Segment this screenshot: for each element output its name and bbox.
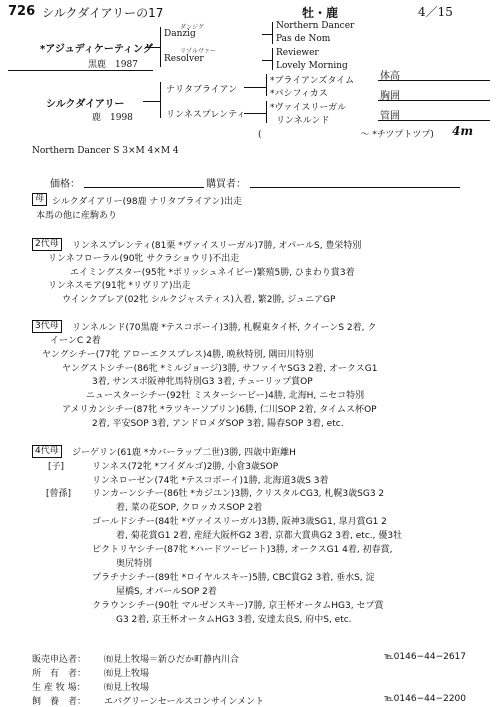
fourth-dam-line-6: ゴールドシチー(84牡 *ヴァイスリーガル)3勝, 阪神3歳SG1, 皐月賞G1 2	[92, 517, 387, 527]
sd-dam: Lovely Morning	[276, 61, 348, 71]
third-dam-line-5: 3着, サンスポ阪神牝馬特別G3 3着, チューリップ賞OP	[92, 377, 313, 387]
applicant-phone: ℡0146−44−2617	[384, 652, 467, 662]
fourth-dam-great-grandchildren-tag: [曾孫]	[46, 489, 72, 499]
price-label: 価格：	[50, 179, 80, 190]
third-dam-line-3: ヤングシチー(77牝 アローエクスプレス)4勝, 晩秋特別, 隅田川特別	[42, 350, 314, 360]
third-dam-label: 3代母	[32, 320, 62, 333]
dam-line-1: シルクダイアリー(98鹿 ナリタブライアン)出走	[52, 197, 243, 207]
keeper-label: 飼 養 者：	[32, 697, 87, 707]
ss-dam: Pas de Nom	[276, 34, 331, 44]
second-dam-line-5: ウインクブレア(02牝 シルクジャスティス)入着, 繁2勝, ジュニアGP	[62, 295, 336, 305]
third-dam-line-2: イーンC 2着	[50, 336, 101, 346]
fourth-dam-line-3: リンネローゼン(74牝 *テスコボーイ)1勝, 北海道3歳S 3着	[92, 476, 329, 486]
breeder-label: 生 産 牧 場：	[32, 683, 86, 693]
fourth-dam-line-12: クラウンシチー(90牡 マルゼンスキー)7勝, 京王杯オータムHG3, セプ賞	[92, 601, 384, 611]
fourth-dam-line-10: プラチナシチー(89牡 *ロイヤルスキー)5勝, CBC賞G2 3着, 垂水S, 淀	[92, 573, 375, 583]
lot-number: 726	[8, 4, 36, 19]
sire-name: *アジュディケーティング	[40, 44, 153, 55]
horse-sex: 牡・鹿	[302, 6, 339, 20]
sire-sire-ruby: ダンジグ	[180, 24, 204, 31]
inbreeding-text: Northern Dancer S 3×M 4×M 4	[32, 146, 179, 156]
cannon-label: 管囲	[380, 111, 400, 122]
buyer-label: 購買者：	[206, 179, 246, 190]
birth-date: 4／15	[418, 5, 453, 19]
dam-label: 母	[32, 193, 47, 206]
dd-dam: リンネルンド	[276, 116, 330, 126]
second-dam-line-2: リンネフローラル(90牝 サクラショウリ)不出走	[48, 254, 240, 264]
ds-sire: *ブライアンズタイム	[270, 76, 355, 86]
pedigree-note: ( 〜 *チツプトツプ)	[258, 130, 434, 140]
fourth-dam-label: 4代母	[32, 445, 62, 458]
third-dam-line-7: アメリカンシチー(87牝 *ラツキーソブリン)6勝, 仁川SOP 2着, タイムス杯OP	[62, 405, 377, 415]
owner-value: ㈲見上牧場	[104, 669, 150, 679]
family-number: 4m	[452, 124, 474, 138]
second-dam-line-3: エイミングスター(95牝 *ポリッシュネイビー)繁殖5勝, ひまわり賞3着	[70, 268, 355, 278]
dd-sire: *ヴァイスリーガル	[270, 103, 347, 113]
breeder-value: ㈲見上牧場	[104, 683, 150, 693]
sd-sire: Reviewer	[276, 48, 319, 58]
owner-label: 所 有 者：	[32, 669, 87, 679]
third-dam-line-1: リンネルンド(70黒鹿 *テスコボーイ)3勝, 札幌東タイ杯, クイーンS 2着, ク	[72, 323, 377, 333]
sire-info: 黒鹿 1987	[88, 60, 138, 70]
fourth-dam-children-tag: [子]	[48, 462, 65, 472]
third-dam-line-4: ヤングストシチー(86牝 *ミルジョージ)3勝, サファイヤSG3 2着, オークスG1	[62, 364, 378, 374]
fourth-dam-line-13: G3 2着, 京王杯オータムHG3 3着, 安達太良S, 府中S, etc.	[116, 615, 352, 625]
applicant-value: ㈲見上牧場＝新ひだか町静内川合	[104, 655, 240, 665]
second-dam-line-4: リンネスモア(91牝 *リヴリア)出走	[48, 281, 191, 291]
dam-name: シルクダイアリー	[46, 99, 125, 110]
keeper-value: エバグリーンセールスコンサインメント	[104, 697, 265, 707]
keeper-phone: ℡0146−44−2200	[384, 694, 467, 704]
fourth-dam-line-4: リンカーンシチー(86牡 *カジユン)3勝, クリスタルCG3, 札幌3歳SG3 2	[92, 489, 385, 499]
second-dam-label: 2代母	[32, 238, 62, 251]
chest-label: 胸囲	[380, 91, 400, 102]
horse-name: シルクダイアリーの17	[42, 6, 164, 20]
fourth-dam-line-1: ジーゲリン(61鹿 *カバーラップ二世)3勝, 四歳中距離H	[72, 448, 296, 458]
ds-dam: *パシフィカス	[270, 89, 328, 99]
dam-info: 鹿 1998	[92, 113, 133, 123]
dam-line-2: 本馬の他に産駒あり	[36, 211, 118, 221]
fourth-dam-line-11: 屋橋S, オパールSOP 2着	[116, 587, 217, 597]
height-label: 体高	[380, 71, 400, 82]
fourth-dam-line-2: リンネス(72牝 *フイダルゴ)2勝, 小倉3歳SOP	[92, 462, 279, 472]
fourth-dam-line-9: 奥尻特別	[116, 559, 153, 569]
dam-sire: ナリタブライアン	[166, 85, 238, 95]
ss-sire: Northern Dancer	[276, 21, 355, 31]
fourth-dam-line-5: 着, 菜の花SOP, クロッカスSOP 2着	[116, 503, 263, 513]
sire-sire: Danzig	[164, 29, 196, 39]
third-dam-line-6: ニュースターシチー(92牡 ミスターシービー)4勝, 北海H, ニセコ特別	[86, 391, 365, 401]
applicant-label: 販売申込者：	[32, 655, 87, 665]
fourth-dam-line-8: ピクトリヤシチー(87牝 *ハードツービート)3勝, オークスG1 4着, 初春賞,	[92, 545, 393, 555]
second-dam-line-1: リンネスプレンティ(81栗 *ヴァイスリーガル)7勝, オパールS, 豊栄特別	[72, 241, 362, 251]
sire-dam: Resolver	[164, 54, 204, 64]
dam-dam: リンネスプレンティ	[166, 110, 246, 120]
sire-dam-ruby: リゾルヴァー	[180, 48, 216, 55]
fourth-dam-line-7: 着, 菊花賞G1 2着, 産経大阪杯G2 3着, 京都大賞典G2 3着, etc., 優3牡	[116, 531, 403, 541]
third-dam-line-8: 2着, 平安SOP 3着, アンドロメダSOP 3着, 陽春SOP 3着, etc.	[92, 419, 344, 429]
